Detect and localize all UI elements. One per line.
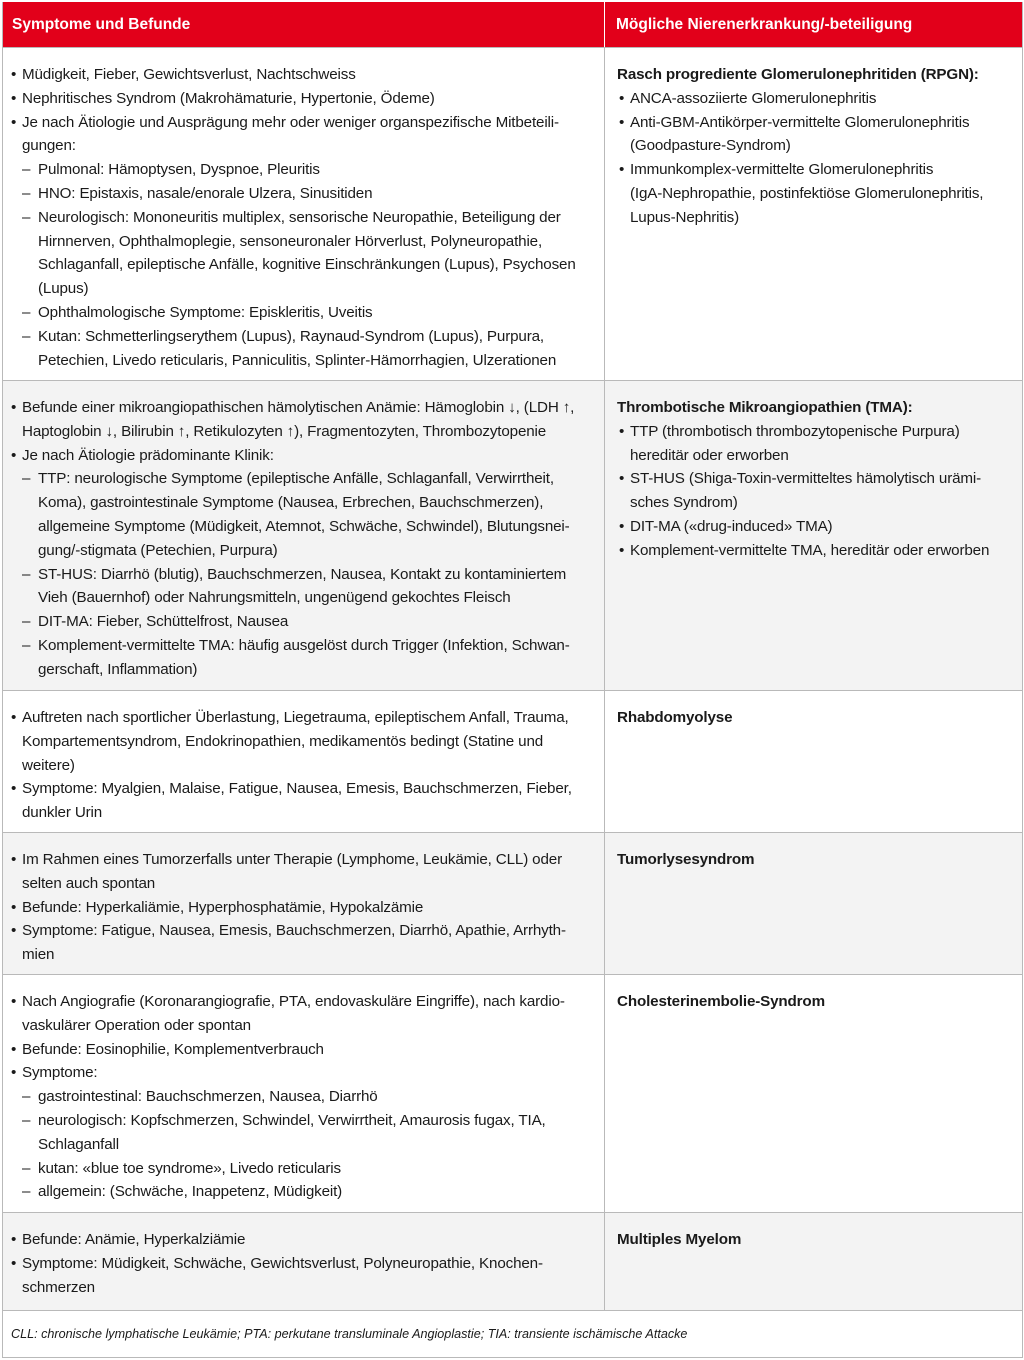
disease-cell [605,691,1022,832]
table-row [3,832,1022,974]
disease-title: Thrombotische Mikroangiopathien (TMA): [617,399,913,416]
symptoms-cell [3,381,605,690]
text-line: selten auch spontan [22,874,156,892]
text-line: Haptoglobin ↓, Bilirubin ↑, Retikulozyten ↑), Fragmentozyten, Thrombozytopenie [22,422,547,440]
text-line: • DIT-MA («drug-induced» TMA) [617,515,1014,539]
findings-table [2,2,1023,1358]
text-line: Petechien, Livedo reticularis, Panniculitis, Splinter-Hämorrhagien, Ulzerationen [38,351,557,369]
disease-cell [605,48,1022,380]
symptoms-cell [3,691,605,832]
text-line: Vieh (Bauernhof) oder Nahrungsmitteln, ungenügend gekochtes Fleisch [38,589,511,607]
disease-cell [605,1213,1022,1310]
text-line: – neurologisch: Kopfschmerzen, Schwindel, Verwirrtheit, Amaurosis fugax, TIA, [9,1109,598,1133]
text-line: • ANCA-assoziierte Glomerulonephritis [617,87,1014,111]
table-header [3,2,1022,47]
table-row [3,47,1022,380]
text-line: • Komplement-vermittelte TMA, hereditär oder erworben [617,539,1014,563]
text-line: • Befunde: Eosinophilie, Komplementverbrauch [9,1038,598,1062]
text-line: • Im Rahmen eines Tumorzerfalls unter Therapie (Lymphome, Leukämie, CLL) oder [9,848,598,872]
text-line: – TTP: neurologische Symptome (epileptische Anfälle, Schlaganfall, Verwirrtheit, [9,467,598,491]
header-symptoms: Symptome und Befunde [3,2,605,47]
text-line: – Komplement-vermittelte TMA: häufig ausgelöst durch Trigger (Infektion, Schwan- [9,634,598,658]
text-line: (IgA-Nephropathie, postinfektiöse Glomerulonephritis, [630,184,984,202]
text-line: Lupus-Nephritis) [630,208,740,226]
text-line: sches Syndrom) [630,494,738,512]
text-line: • Symptome: [9,1061,598,1085]
text-line: gerschaft, Inflammation) [38,660,198,678]
symptoms-cell [3,833,605,974]
text-line: dunkler Urin [22,804,103,822]
text-line: – kutan: «blue toe syndrome», Livedo reticularis [9,1157,598,1181]
table-row [3,380,1022,690]
text-line: – HNO: Epistaxis, nasale/enorale Ulzera, Sinusitiden [9,182,598,206]
disease-cell [605,833,1022,974]
text-line: • Nach Angiografie (Koronarangiografie, PTA, endovaskuläre Eingriffe), nach kardio- [9,990,598,1014]
disease-cell [605,975,1022,1212]
text-line: • Symptome: Müdigkeit, Schwäche, Gewichtsverlust, Polyneuropathie, Knochen- [9,1252,598,1276]
text-line: – Ophthalmologische Symptome: Episkleritis, Uveitis [9,301,598,325]
disease-title: Tumorlysesyndrom [617,851,755,868]
text-line: – Kutan: Schmetterlingserythem (Lupus), Raynaud-Syndrom (Lupus), Purpura, [9,325,598,349]
text-line: – gastrointestinal: Bauchschmerzen, Nausea, Diarrhö [9,1085,598,1109]
disease-title: Rhabdomyolyse [617,709,733,726]
table-row [3,690,1022,832]
text-line: • Befunde: Hyperkaliämie, Hyperphosphatämie, Hypokalzämie [9,896,598,920]
text-line: (Goodpasture-Syndrom) [630,137,791,155]
table-row [3,1212,1022,1310]
disease-title: Multiples Myelom [617,1231,742,1248]
text-line: • Immunkomplex-vermittelte Glomerulonephritis [617,158,1014,182]
text-line: • Befunde: Anämie, Hyperkalziämie [9,1228,598,1252]
text-line: Schlaganfall, epileptische Anfälle, kognitive Einschränkungen (Lupus), Psychosen [38,256,576,274]
table-row [3,974,1022,1212]
text-line: • Nephritisches Syndrom (Makrohämaturie, Hypertonie, Ödeme) [9,87,598,111]
text-line: • Müdigkeit, Fieber, Gewichtsverlust, Nachtschweiss [9,63,598,87]
symptoms-cell [3,1213,605,1310]
disease-cell [605,381,1022,690]
text-line: mien [22,946,55,964]
text-line: gung/-stigmata (Petechien, Purpura) [38,541,278,559]
text-line: – allgemein: (Schwäche, Inappetenz, Müdigkeit) [9,1180,598,1204]
text-line: • ST-HUS (Shiga-Toxin-vermitteltes hämolytisch urämi- [617,467,1014,491]
text-line: • TTP (thrombotisch thrombozytopenische Purpura) [617,420,1014,444]
text-line: • Befunde einer mikroangiopathischen hämolytischen Anämie: Hämoglobin ↓, (LDH ↑, [9,396,598,420]
text-line: schmerzen [22,1278,95,1296]
text-line: hereditär oder erworben [630,446,789,464]
text-line: vaskulärer Operation oder spontan [22,1016,251,1034]
text-line: • Anti-GBM-Antikörper-vermittelte Glomerulonephritis [617,111,1014,135]
text-line: weitere) [22,756,75,774]
text-line: – DIT-MA: Fieber, Schüttelfrost, Nausea [9,610,598,634]
text-line: gungen: [22,137,76,155]
symptoms-cell [3,975,605,1212]
text-line: (Lupus) [38,280,89,298]
text-line: – Neurologisch: Mononeuritis multiplex, sensorische Neuropathie, Beteiligung der [9,206,598,230]
text-line: Schlaganfall [38,1135,119,1153]
symptoms-cell [3,48,605,380]
text-line: – ST-HUS: Diarrhö (blutig), Bauchschmerzen, Nausea, Kontakt zu kontaminiertem [9,563,598,587]
disease-title: Cholesterinembolie-Syndrom [617,993,825,1010]
text-line: • Je nach Ätiologie und Ausprägung mehr oder weniger organspezifische Mitbeteili- [9,111,598,135]
text-line: Hirnnerven, Ophthalmoplegie, sensoneuronaler Hörverlust, Polyneuropathie, [38,232,543,250]
text-line: • Symptome: Myalgien, Malaise, Fatigue, Nausea, Emesis, Bauchschmerzen, Fieber, [9,777,598,801]
text-line: allgemeine Symptome (Müdigkeit, Atemnot, Schwäche, Schwindel), Blutungsnei- [38,517,570,535]
disease-title: Rasch progrediente Glomerulonephritiden (RPGN): [617,66,979,83]
text-line: Koma), gastrointestinale Symptome (Nausea, Erbrechen, Bauchschmerzen), [38,494,544,512]
text-line: – Pulmonal: Hämoptysen, Dyspnoe, Pleuritis [9,158,598,182]
text-line: • Auftreten nach sportlicher Überlastung, Liegetrauma, epileptischem Anfall, Trauma, [9,706,598,730]
text-line: • Je nach Ätiologie prädominante Klinik: [9,444,598,468]
text-line: • Symptome: Fatigue, Nausea, Emesis, Bauchschmerzen, Diarrhö, Apathie, Arrhyth- [9,919,598,943]
footnote: CLL: chronische lymphatische Leukämie; PTA: perkutane transluminale Angioplastie; TIA: transiente ischämische Attacke [3,1310,1022,1358]
text-line: Kompartementsyndrom, Endokrinopathien, medikamentös bedingt (Statine und [22,732,544,750]
header-kidney-disease: Mögliche Nierenerkrankung/-beteiligung [616,15,913,33]
